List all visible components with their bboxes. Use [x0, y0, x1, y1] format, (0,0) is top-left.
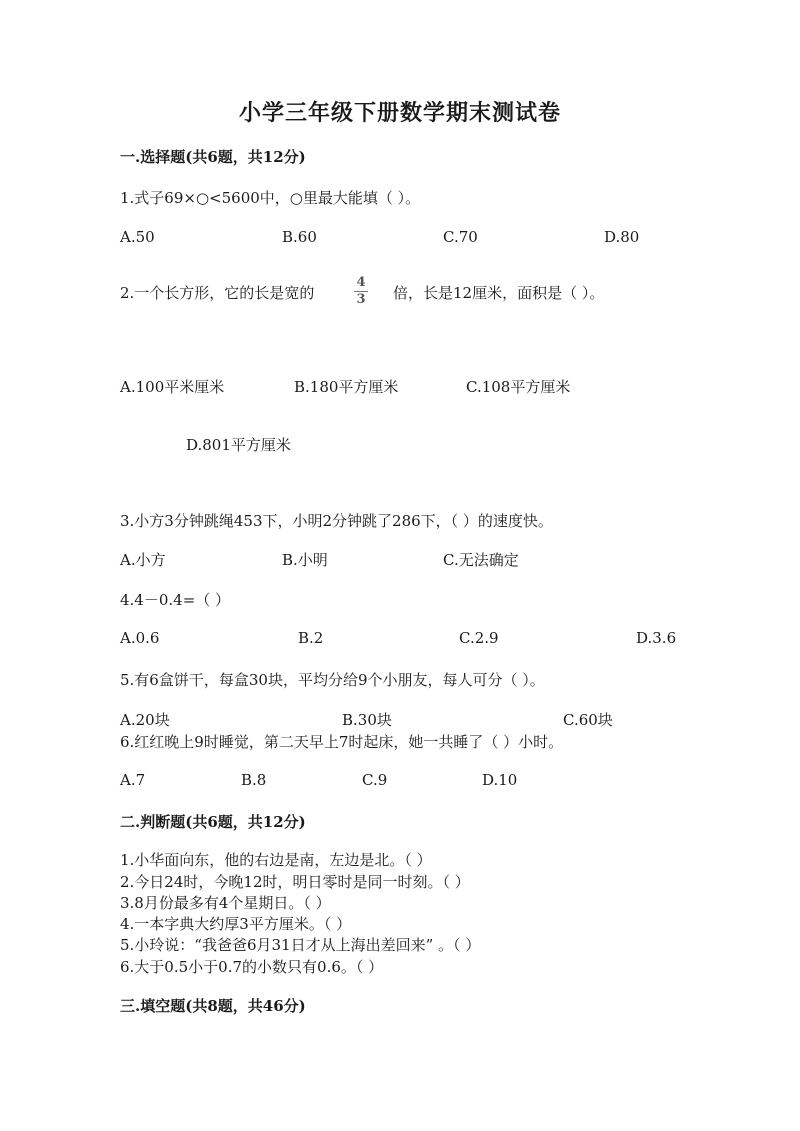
question-3: 3.小方3分钟跳绳453下，小明2分钟跳了286下，（ ）的速度快。	[120, 512, 553, 530]
q2-option-b: B.180平方厘米	[294, 378, 399, 396]
q4-option-b: B.2	[298, 629, 324, 647]
q4-option-c: C.2.9	[459, 629, 499, 647]
section-heading-judge: 二.判断题(共6题，共12分)	[120, 813, 306, 831]
q2-option-c: C.108平方厘米	[466, 378, 571, 396]
fraction-denominator: 3	[356, 292, 366, 307]
page-title: 小学三年级下册数学期末测试卷	[238, 100, 561, 126]
q6-option-b: B.8	[241, 771, 267, 789]
q4-option-a: A.0.6	[120, 629, 160, 647]
judge-item-2: 2.今日24时，今晚12时，明日零时是同一时刻。（ ）	[120, 873, 470, 891]
judge-item-5: 5.小玲说：“我爸爸6月31日才从上海出差回来” 。（ ）	[120, 936, 481, 954]
question-5: 5.有6盒饼干，每盒30块，平均分给9个小朋友，每人可分（ ）。	[120, 671, 545, 689]
q5-option-a: A.20块	[120, 711, 170, 729]
section-heading-fill: 三.填空题(共8题，共46分)	[120, 997, 306, 1015]
question-2-text-before: 2.一个长方形，它的长是宽的	[120, 284, 315, 302]
q1-option-a: A.50	[120, 228, 155, 246]
judge-item-3: 3.8月份最多有4个星期日。（ ）	[120, 894, 331, 912]
q3-option-a: A.小方	[120, 551, 166, 569]
q6-option-d: D.10	[482, 771, 518, 789]
q5-option-c: C.60块	[563, 711, 613, 729]
question-6: 6.红红晚上9时睡觉，第二天早上7时起床，她一共睡了（ ）小时。	[120, 733, 564, 751]
q1-option-b: B.60	[282, 228, 317, 246]
question-2-fraction	[354, 276, 368, 307]
judge-item-6: 6.大于0.5小于0.7的小数只有0.6。（ ）	[120, 958, 384, 976]
q4-option-d: D.3.6	[636, 629, 677, 647]
q5-option-b: B.30块	[342, 711, 392, 729]
question-2-text-after: 倍，长是12厘米，面积是（ ）。	[393, 284, 605, 302]
fraction-numerator: 4	[356, 275, 366, 290]
section-heading-choice: 一.选择题(共6题，共12分)	[120, 148, 306, 166]
question-4: 4.4－0.4=（ ）	[120, 591, 231, 609]
judge-item-4: 4.一本字典大约厚3平方厘米。（ ）	[120, 915, 352, 933]
q2-option-d: D.801平方厘米	[186, 436, 291, 454]
q3-option-c: C.无法确定	[443, 551, 519, 569]
question-1: 1.式子69×○<5600中，○里最大能填（ ）。	[120, 189, 421, 207]
q6-option-a: A.7	[120, 771, 146, 789]
judge-item-1: 1.小华面向东，他的右边是南，左边是北。（ ）	[120, 851, 432, 869]
q3-option-b: B.小明	[282, 551, 328, 569]
q6-option-c: C.9	[362, 771, 388, 789]
q2-option-a: A.100平米厘米	[120, 378, 225, 396]
q1-option-c: C.70	[443, 228, 478, 246]
q1-option-d: D.80	[604, 228, 640, 246]
